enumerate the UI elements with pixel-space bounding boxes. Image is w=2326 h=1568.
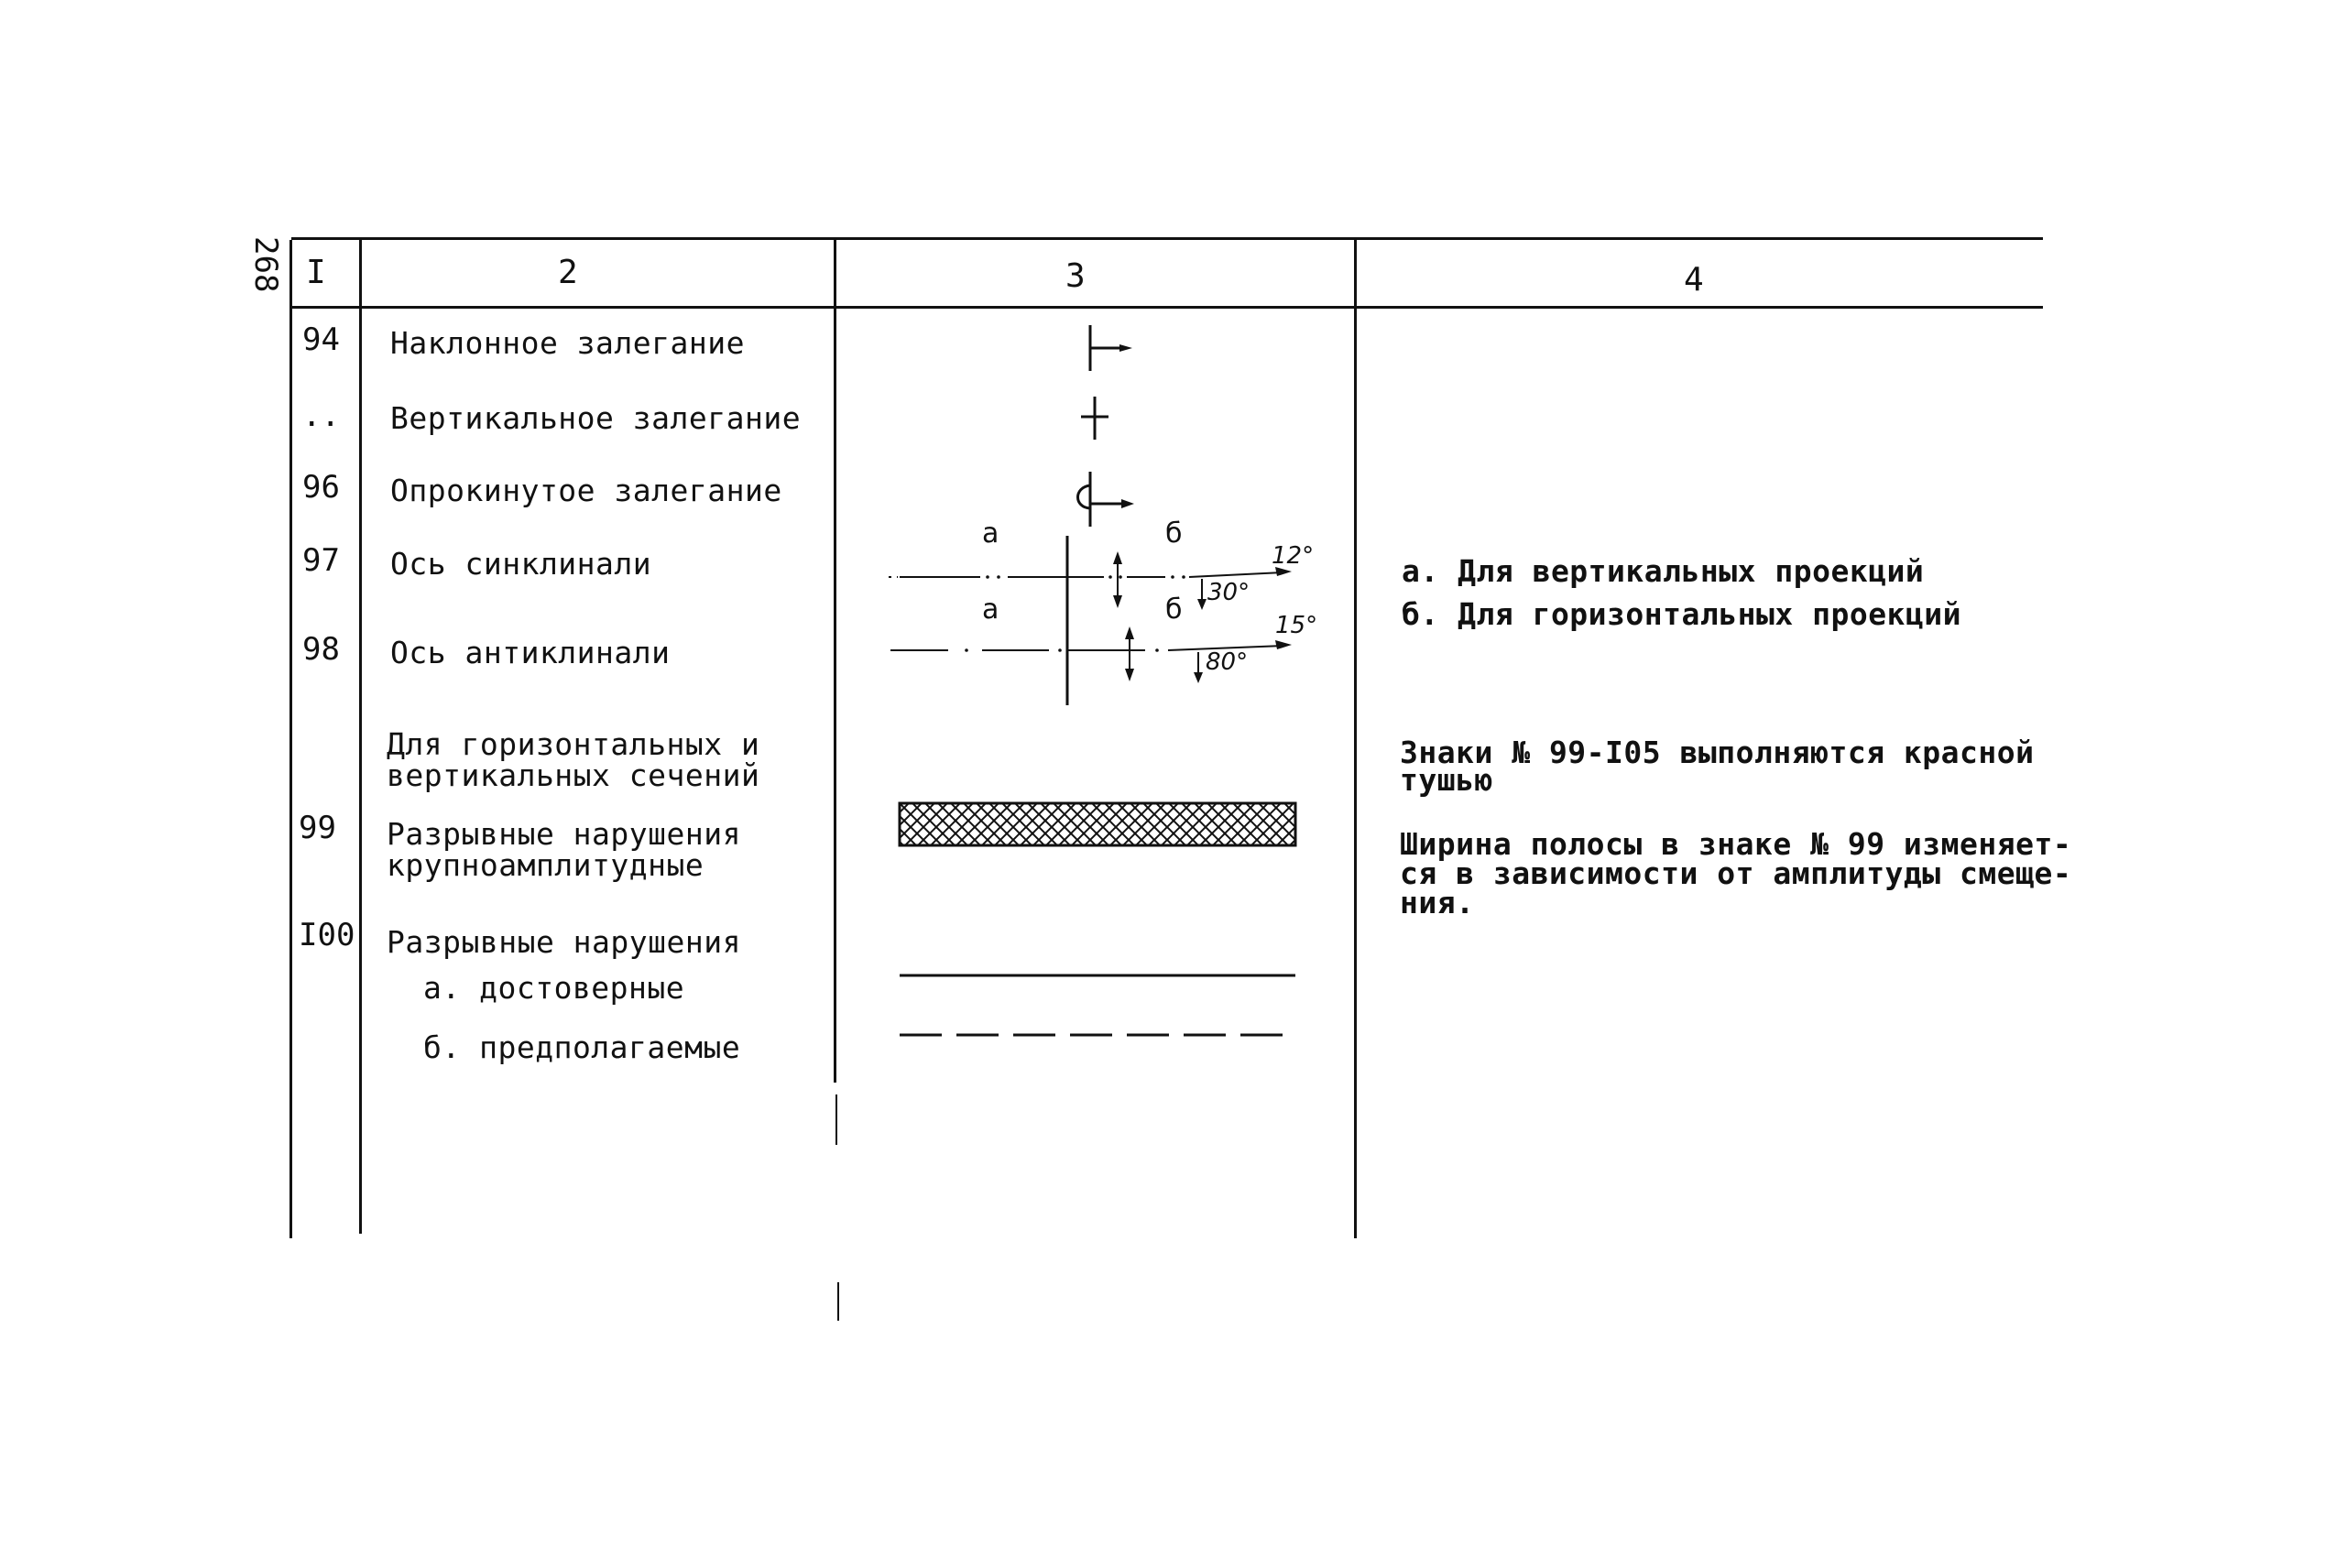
row-text-95: Вертикальное залегание bbox=[390, 400, 802, 436]
table-header-border bbox=[291, 306, 2043, 309]
angle-label-80: 80° bbox=[1206, 648, 1249, 676]
inclined-bedding-symbol bbox=[1081, 321, 1136, 376]
row-number-100: I00 bbox=[299, 917, 355, 953]
note-axis-b: б. Для горизонтальных проекций bbox=[1402, 596, 1962, 632]
column-divider-3-fragment-2 bbox=[837, 1282, 839, 1321]
row-text-96: Опрокинутое залегание bbox=[390, 473, 782, 508]
axis-label-b-97: б bbox=[1165, 517, 1183, 550]
reliable-fault-line-symbol bbox=[898, 971, 1297, 980]
note-red-ink-line-1: Знаки № 99-I05 выполняются красной bbox=[1400, 735, 2035, 770]
axis-label-a-98: а bbox=[982, 593, 999, 626]
note-red-ink-line-2: тушью bbox=[1400, 762, 1493, 798]
fold-axis-symbols bbox=[879, 531, 1319, 714]
column-divider-3-fragment bbox=[835, 1094, 837, 1145]
angle-label-30: 30° bbox=[1207, 579, 1250, 606]
column-divider-1 bbox=[289, 240, 292, 1238]
row-text-99-line-2: крупноамплитудные bbox=[387, 847, 704, 883]
overturned-bedding-symbol bbox=[1072, 467, 1145, 531]
axis-label-b-98: б bbox=[1165, 593, 1183, 626]
section-title-line-1: Для горизонтальных и bbox=[387, 726, 760, 762]
column-divider-3 bbox=[834, 240, 836, 1083]
column-divider-2 bbox=[359, 240, 362, 1234]
note-width-line-1: Ширина полосы в знаке № 99 изменяет- bbox=[1400, 826, 2072, 862]
angle-label-12: 12° bbox=[1272, 542, 1315, 570]
row-text-100: Разрывные нарушения bbox=[387, 924, 741, 960]
row-number-94: 94 bbox=[302, 321, 340, 358]
row-text-100a: а. достоверные bbox=[423, 970, 685, 1006]
angle-label-15: 15° bbox=[1275, 612, 1318, 639]
probable-fault-line-symbol bbox=[898, 1030, 1297, 1040]
row-text-94: Наклонное залегание bbox=[390, 325, 745, 361]
row-number-98: 98 bbox=[302, 631, 340, 668]
header-col-1: I bbox=[306, 254, 326, 291]
note-axis-a: а. Для вертикальных проекций bbox=[1402, 553, 1925, 589]
row-text-98: Ось антиклинали bbox=[390, 635, 671, 670]
row-text-97: Ось синклинали bbox=[390, 546, 652, 582]
row-text-100b: б. предполагаемые bbox=[423, 1029, 741, 1065]
header-col-3: 3 bbox=[1065, 257, 1086, 295]
table-top-border bbox=[291, 237, 2043, 240]
vertical-bedding-symbol bbox=[1076, 392, 1113, 447]
row-number-97: 97 bbox=[302, 542, 340, 579]
hatched-fault-band-symbol bbox=[898, 801, 1297, 849]
note-width-line-2: ся в зависимости от амплитуды смеще- bbox=[1400, 855, 2072, 891]
page-number: 268 bbox=[247, 236, 284, 293]
note-width-line-3: ния. bbox=[1400, 885, 1475, 920]
header-col-2: 2 bbox=[558, 254, 578, 291]
row-number-95: .. bbox=[302, 397, 340, 434]
header-col-4: 4 bbox=[1684, 261, 1704, 299]
row-text-99-line-1: Разрывные нарушения bbox=[387, 816, 741, 852]
column-divider-4 bbox=[1354, 240, 1357, 1238]
row-number-99: 99 bbox=[299, 810, 336, 846]
section-title-line-2: вертикальных сечений bbox=[387, 757, 760, 793]
axis-label-a-97: а bbox=[982, 517, 999, 550]
row-number-96: 96 bbox=[302, 469, 340, 506]
